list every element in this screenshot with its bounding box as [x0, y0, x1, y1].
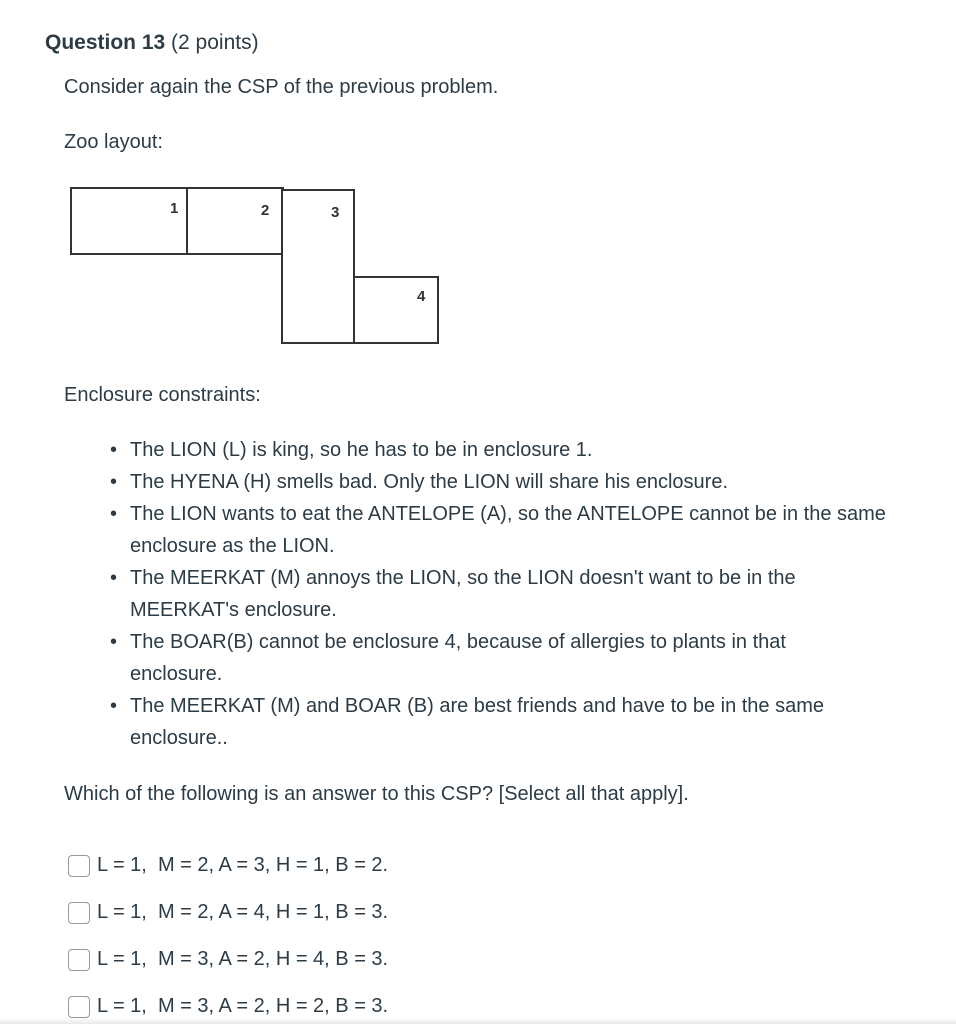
answer-option-label: L = 1, M = 3, A = 2, H = 2, B = 3.: [97, 995, 389, 1017]
zoo-layout-diagram: [62, 184, 452, 354]
constraint-item: • The BOAR(B) cannot be enclosure 4, because of allergies to plants in that enclosure.: [110, 626, 910, 690]
answer-option-3[interactable]: [68, 936, 388, 983]
question-prompt: Which of the following is an answer to this CSP? [Select all that apply].: [64, 783, 689, 805]
answer-option-label: L = 1, M = 2, A = 3, H = 1, B = 2.: [97, 854, 389, 876]
question-title: Question 13: [45, 31, 166, 54]
checkbox[interactable]: [68, 996, 90, 1018]
enclosure-3-number: 3: [331, 204, 340, 221]
answer-option-label: L = 1, M = 3, A = 2, H = 4, B = 3.: [97, 948, 389, 970]
question-header: [45, 31, 259, 55]
enclosure-3: [281, 189, 355, 344]
enclosure-1: [70, 187, 188, 255]
constraint-item: • The LION wants to eat the ANTELOPE (A), so the ANTELOPE cannot be in the same enclosure as the LION.: [110, 498, 910, 562]
checkbox[interactable]: [68, 855, 90, 877]
question-points: (2 points): [171, 31, 259, 54]
enclosure-4-number: 4: [417, 288, 426, 305]
checkbox[interactable]: [68, 949, 90, 971]
enclosure-1-number: 1: [170, 200, 179, 217]
answer-option-label: L = 1, M = 2, A = 4, H = 1, B = 3.: [97, 901, 389, 923]
constraint-item: • The HYENA (H) smells bad. Only the LION will share his enclosure.: [110, 466, 910, 498]
enclosure-4: [353, 276, 439, 344]
constraints-label: Enclosure constraints:: [64, 384, 261, 406]
answer-option-1[interactable]: [68, 842, 388, 889]
checkbox[interactable]: [68, 902, 90, 924]
enclosure-2-number: 2: [261, 202, 270, 219]
bottom-edge-shadow: [0, 1018, 956, 1024]
constraints-list: [110, 434, 910, 754]
enclosure-2: [186, 187, 284, 255]
constraint-item: • The MEERKAT (M) and BOAR (B) are best friends and have to be in the same enclosure..: [110, 690, 910, 754]
answer-options: [68, 842, 388, 1030]
constraint-item: • The MEERKAT (M) annoys the LION, so the LION doesn't want to be in the MEERKAT's enclosure.: [110, 562, 910, 626]
zoo-layout-label: Zoo layout:: [64, 131, 163, 153]
constraint-item: • The LION (L) is king, so he has to be in enclosure 1.: [110, 434, 910, 466]
answer-option-2[interactable]: [68, 889, 388, 936]
intro-text: Consider again the CSP of the previous problem.: [64, 76, 499, 98]
